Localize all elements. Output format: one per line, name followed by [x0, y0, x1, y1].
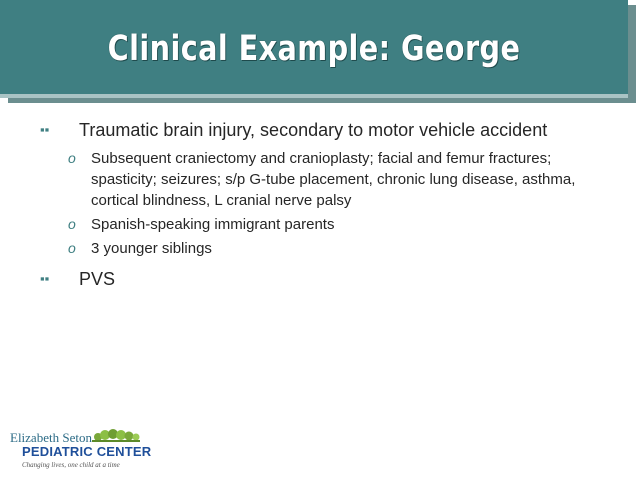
logo-tagline: Changing lives, one child at a time — [22, 461, 120, 469]
bullet-marker: ▪▪ — [40, 122, 50, 137]
sub-bullet-marker: o — [68, 240, 76, 256]
bullet-text: PVS — [79, 269, 116, 289]
sub-bullet-text: Subsequent craniectomy and cranioplasty; facial and femur fractures; spasticity; seizures; s/p G-tube placement, chronic lung disease, asthma, cortical blindness, L cranial nerve palsy — [91, 150, 576, 209]
sub-bullet-marker: o — [68, 150, 76, 166]
bullet-marker: ▪▪ — [40, 271, 50, 286]
trees-logo-icon — [92, 428, 140, 442]
title-bar — [0, 0, 628, 98]
sub-bullet-text: Spanish-speaking immigrant parents — [91, 216, 335, 233]
slide-title: Clinical Example: George — [107, 29, 521, 69]
bullet-text: Traumatic brain injury, secondary to motor vehicle accident — [79, 120, 548, 140]
logo-name: Elizabeth Seton — [10, 430, 92, 445]
sub-bullet-marker: o — [68, 216, 76, 232]
organization-logo — [10, 430, 152, 475]
sub-bullet-text: 3 younger siblings — [91, 240, 212, 257]
logo-center: PEDIATRIC CENTER — [22, 444, 152, 459]
